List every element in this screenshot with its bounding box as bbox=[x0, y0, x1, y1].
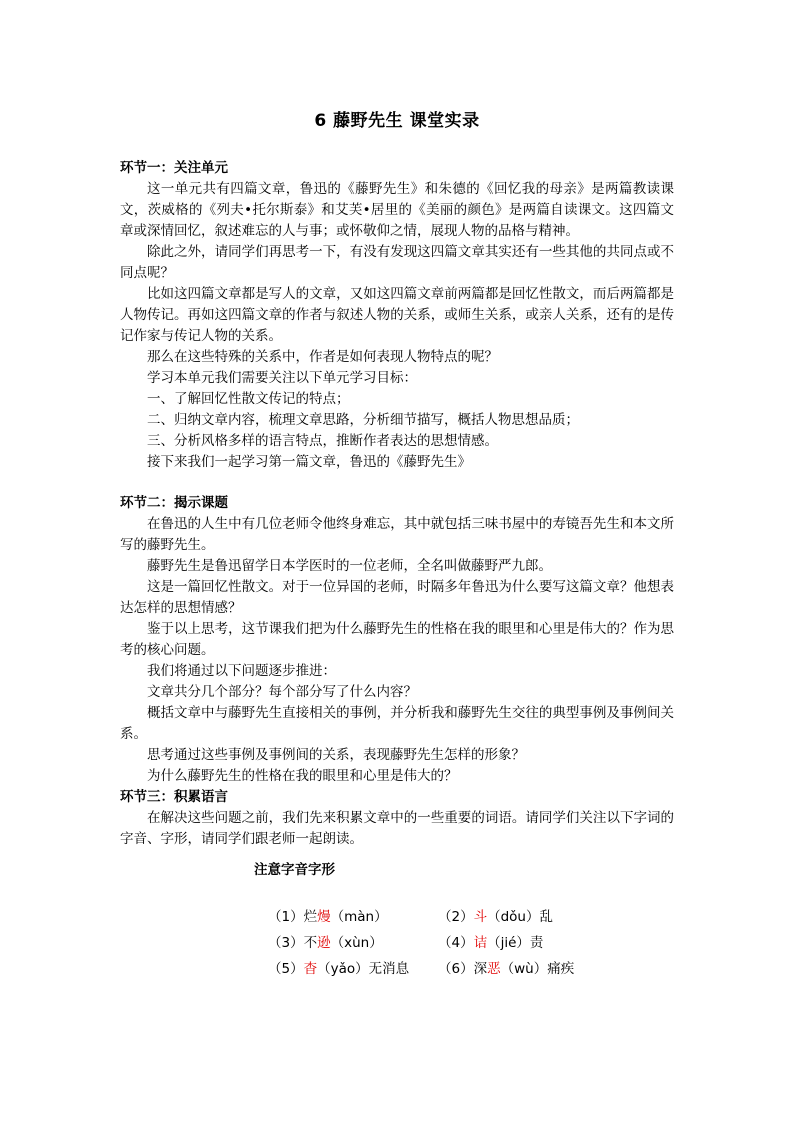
list-item: 三、分析风格多样的语言特点，推断作者表达的思想情感。 bbox=[147, 433, 498, 449]
paragraph: 藤野先生是鲁迅留学日本学医时的一位老师，全名叫做藤野严九郎。 bbox=[147, 558, 552, 574]
vocab-item bbox=[438, 933, 608, 959]
vocab-pre: 烂 bbox=[303, 909, 318, 925]
vocab-num: （6） bbox=[438, 961, 474, 977]
section-heading: 环节三：积累语言 bbox=[120, 789, 228, 805]
vocab-pre: 深 bbox=[473, 961, 488, 977]
vocab-post: （xùn） bbox=[330, 935, 383, 951]
paragraph: 接下来我们一起学习第一篇文章，鲁迅的《藤野先生》 bbox=[147, 454, 471, 470]
paragraph: 这是一篇回忆性散文。对于一位异国的老师，时隔多年鲁迅为什么要写这篇文章？他想表达怎样的思想情感？ bbox=[120, 579, 674, 616]
vocab-post: （màn） bbox=[330, 909, 388, 925]
vocab-table bbox=[268, 907, 608, 985]
vocab-highlight: 熳 bbox=[317, 909, 331, 925]
vocab-post: （jié）责 bbox=[487, 935, 544, 951]
vocab-highlight: 逊 bbox=[317, 935, 331, 951]
question-item: 为什么藤野先生的性格在我的眼里和心里是伟大的？ bbox=[147, 768, 458, 784]
vocab-heading: 注意字音字形 bbox=[254, 862, 335, 878]
vocab-post: （wù）痛疾 bbox=[500, 961, 575, 977]
paragraph: 在鲁迅的人生中有几位老师令他终身难忘，其中就包括三味书屋中的寿镜吾先生和本文所写的藤野先生。 bbox=[120, 516, 674, 553]
vocab-highlight: 诘 bbox=[473, 935, 488, 951]
vocab-num: （2） bbox=[438, 909, 474, 925]
vocab-item bbox=[438, 959, 608, 985]
vocab-highlight: 恶 bbox=[487, 961, 501, 977]
question-item: 思考通过这些事例及事例间的关系，表现藤野先生怎样的形象？ bbox=[147, 747, 525, 763]
vocab-item bbox=[438, 907, 608, 933]
vocab-row bbox=[268, 907, 608, 933]
paragraph: 在解决这些问题之前，我们先来积累文章中的一些重要的词语。请同学们关注以下字词的字音、字形，请同学们跟老师一起朗读。 bbox=[120, 810, 674, 847]
paragraph: 那么在这些特殊的关系中，作者是如何表现人物特点的呢？ bbox=[147, 349, 498, 365]
spacer bbox=[120, 473, 674, 493]
vocab-row bbox=[268, 933, 608, 959]
page-title: 6 藤野先生 课堂实录 bbox=[314, 111, 480, 131]
vocab-num: （3） bbox=[268, 935, 304, 951]
vocab-num: （5） bbox=[268, 961, 304, 977]
vocab-highlight: 杳 bbox=[303, 961, 318, 977]
question-item: 文章共分几个部分？每个部分写了什么内容？ bbox=[147, 684, 417, 700]
vocab-row bbox=[268, 959, 608, 985]
vocab-item bbox=[268, 907, 438, 933]
vocab-highlight: 斗 bbox=[473, 909, 488, 925]
vocab-item bbox=[268, 959, 438, 985]
list-item: 二、归纳文章内容，梳理文章思路，分析细节描写，概括人物思想品质； bbox=[147, 412, 579, 428]
paragraph: 鉴于以上思考，这节课我们把为什么藤野先生的性格在我的眼里和心里是伟大的？作为思考的核心问题。 bbox=[120, 621, 674, 658]
paragraph: 比如这四篇文章都是写人的文章，又如这四篇文章前两篇都是回忆性散文，而后两篇都是人物传记。再如这四篇文章的作者与叙述人物的关系，或师生关系，或亲人关系，还有的是传记作家与传记人物的关系。 bbox=[120, 286, 674, 344]
paragraph: 我们将通过以下问题逐步推进： bbox=[147, 663, 336, 679]
paragraph: 除此之外，请同学们再思考一下，有没有发现这四篇文章其实还有一些其他的共同点或不同点呢？ bbox=[120, 244, 674, 281]
paragraph: 学习本单元我们需要关注以下单元学习目标： bbox=[147, 370, 417, 386]
question-item: 概括文章中与藤野先生直接相关的事例，并分析我和藤野先生交往的典型事例及事例间关系。 bbox=[120, 705, 674, 742]
vocab-post: （yǎo）无消息 bbox=[317, 961, 410, 977]
vocab-item bbox=[268, 933, 438, 959]
paragraph: 这一单元共有四篇文章，鲁迅的《藤野先生》和朱德的《回忆我的母亲》是两篇教读课文，茨威格的《列夫•托尔斯泰》和艾芙•居里的《美丽的颜色》是两篇自读课文。这四篇文章或深情回忆，叙述难忘的人与事；或怀敬仰之情，展现人物的品格与精神。 bbox=[120, 181, 674, 239]
section-heading: 环节一：关注单元 bbox=[120, 160, 228, 176]
vocab-pre: 不 bbox=[303, 935, 318, 951]
section-heading: 环节二：揭示课题 bbox=[120, 495, 228, 511]
document-body bbox=[120, 158, 674, 881]
vocab-num: （1） bbox=[268, 909, 304, 925]
list-item: 一、了解回忆性散文传记的特点； bbox=[147, 391, 350, 407]
vocab-num: （4） bbox=[438, 935, 474, 951]
vocab-post: （dǒu）乱 bbox=[487, 909, 553, 925]
